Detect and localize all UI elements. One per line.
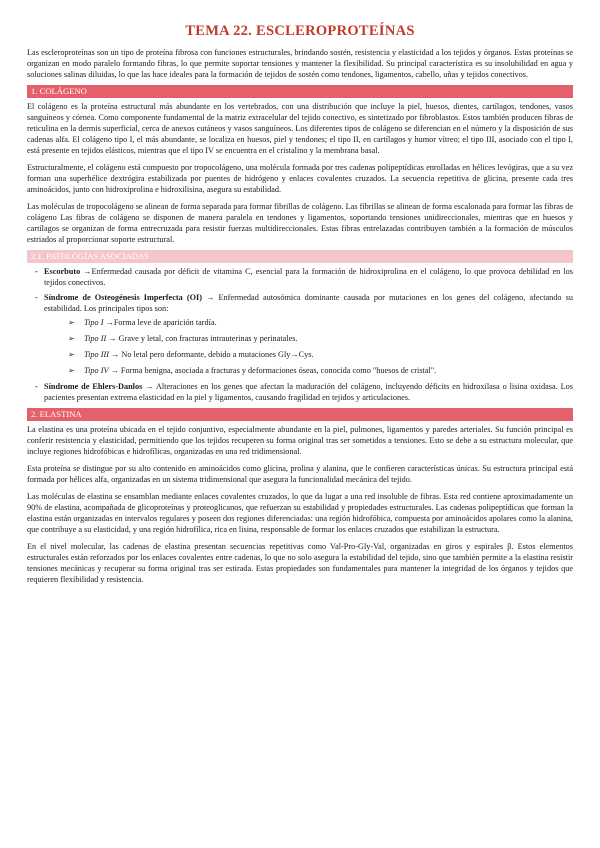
arrow-symbol: → <box>83 267 92 276</box>
type-name: Tipo IV <box>84 366 109 375</box>
arrow-symbol: → <box>145 382 154 391</box>
arrow-symbol: → <box>105 318 114 327</box>
arrow-symbol: → <box>111 350 120 359</box>
subsection-heading-patologias: 2.1. PATOLOGÍAS ASOCIADAS <box>27 250 573 263</box>
arrow-bullet-icon: ➢ <box>68 318 75 327</box>
arrow-bullet-icon: ➢ <box>68 334 75 343</box>
pathology-term: Síndrome de Osteogénesis Imperfecta (OI) <box>44 293 202 302</box>
list-item <box>35 292 573 376</box>
pathology-term: Síndrome de Ehlers-Danlos <box>44 382 143 391</box>
page-title: TEMA 22. ESCLEROPROTEÍNAS <box>185 23 415 39</box>
colageno-paragraph-3: Las moléculas de tropocolágeno se alinean de forma separada para formar fibrillas de colágeno. Las fibrillas se alinean de forma escalonada para formar las fibras de colágeno Las fibras de colágeno se disponen de manera paralela en tendones y ligamentos, soportando tensiones unidireccionales, mientras que en huesos y cartílagos se organizan de forma entrecruzada para resistir fuerzas multidireccionales. Estas fibras entrelazadas contribuyen también a la formación de músculos estriados al proporcionar soporte estructural. <box>27 202 573 244</box>
type-description: Forma leve de aparición tardía. <box>113 318 217 327</box>
type-description: Grave y letal, con fracturas intrauterinas y perinatales. <box>116 334 298 343</box>
arrow-bullet-icon: ➢ <box>68 350 75 359</box>
colageno-paragraph-1: El colágeno es la proteína estructural más abundante en los vertebrados, con una distribución que incluye la piel, huesos, dientes, cartílagos, tendones, vasos sanguíneos y córnea. Como componente fundamental de la matriz extracelular del tejido conectivo, es sintetizado por fibroblastos. Estos también producen fibras de reticulina en la dermis superficial, cerca de anexos cutáneos y vasos sanguíneos. Los diferentes tipos de colágeno se diferencian en el número y la disposición de sus cadenas alfa. El colágeno tipo I, el más abundante, se localiza en huesos, piel y tendones; el tipo II, en cartílagos y humor vítreo; el tipo III, asociado con el tipo I, está presente en tejidos elásticos, mientras que el tipo IV se encuentra en el cristalino y la membrana basal. <box>27 102 573 155</box>
oi-types-list <box>44 317 573 376</box>
colageno-paragraph-2: Estructuralmente, el colágeno está compuesto por tropocolágeno, una molécula formada por tres cadenas polipeptídicas enrolladas en hélices levógiras, que a su vez forman una superhélice dextrógira estabilizada por puentes de hidrógeno y enlaces covalentes cruzados. La secuencia repetitiva de glicina, presente cada tres aminoácidos, junto con hidroxiprolina e hidroxilisina, asegura su estabilidad. <box>27 163 573 194</box>
elastina-paragraph-1: La elastina es una proteína ubicada en el tejido conjuntivo, especialmente abundante en la piel, pulmones, ligamentos y paredes arteriales. Su función principal es conferir resistencia y elasticidad, permitiendo que los tejidos recuperen su forma original tras ser sometidos a tensiones. Esto se debe a su estructura molecular, que incluye regiones hidrofóbicas e hidrofílicas, organizadas en una red tridimensional. <box>27 425 573 456</box>
type-description: Forma benigna, asociada a fracturas y deformaciones óseas, conocida como "huesos de cristal". <box>118 366 437 375</box>
pathology-description: Enfermedad causada por déficit de vitamina C, esencial para la formación de hidroxiprolina en el colágeno, lo que provoca debilidad en los tejidos conectivos. <box>44 267 573 287</box>
arrow-symbol: → <box>108 334 117 343</box>
elastina-paragraph-4: En el nivel molecular, las cadenas de elastina presentan secuencias repetitivas como Val-Pro-Gly-Val, organizadas en giros y espirales β. Estos elementos estructurales están reforzados por los enlaces covalentes entre cadenas, lo que no solo asegura la estabilidad del tejido, sino que también permite a la elastina resistir tensiones mecánicas y recuperar su forma original tras ser estirada. Estas propiedades son fundamentales para mantener la integridad de los órganos y tejidos que requieren flexibilidad y resistencia. <box>27 542 573 584</box>
type-name: Tipo I <box>84 318 104 327</box>
pathology-description: Alteraciones en los genes que afectan la maduración del colágeno, incluyendo déficits en hidroxilasa o lisina oxidasa. Los pacientes presentan extrema elasticidad en la piel y ligamentos, causando fragilidad en tejidos y articulaciones. <box>44 382 573 402</box>
type-name: Tipo II <box>84 334 107 343</box>
arrow-symbol: → <box>206 293 215 302</box>
arrow-symbol: → <box>110 366 119 375</box>
arrow-bullet-icon: ➢ <box>68 366 75 375</box>
pathology-term: Escorbuto <box>44 267 81 276</box>
section-heading-colageno: 1. COLÁGENO <box>27 85 573 98</box>
elastina-paragraph-2: Esta proteína se distingue por su alto contenido en aminoácidos como glicina, prolina y alanina, que le confieren características únicas. Su estructura principal está formada por hélices alfa, organizadas en un sistema tridimensional que asegura la funcionalidad mecánica del tejido. <box>27 464 573 484</box>
pathology-description: Enfermedad autosómica dominante causada por mutaciones en los genes del colágeno, afectando su estabilidad. Los principales tipos son: <box>44 293 574 313</box>
type-name: Tipo III <box>84 350 109 359</box>
elastina-paragraph-3: Las moléculas de elastina se ensamblan mediante enlaces covalentes cruzados, lo que da lugar a una red insoluble de fibras. Esta red contiene aproximadamente un 90% de elastina, acompañada de glicoproteínas y proteoglicanos, que refuerzan su estabilidad y propiedades estructurales. Las cadenas polipeptídicas que forman la elastina están organizadas en intervalos regulares y poseen dos regiones diferenciadas: una región hidrofóbica, compuesta por aminoácidos apolares como la alanina, que contribuye a su elasticidad, y una región hidrofílica, rica en lisina, responsable de formar los enlaces cruzados que estabilizan la estructura. <box>27 492 573 534</box>
list-item <box>68 349 573 360</box>
type-description: No letal pero deformante, debido a mutaciones Gly→Cys. <box>119 350 314 359</box>
list-item <box>35 381 573 403</box>
list-item <box>35 266 573 288</box>
list-item <box>68 333 573 344</box>
pathology-list <box>27 266 573 403</box>
list-item <box>68 365 573 376</box>
list-item <box>68 317 573 328</box>
section-heading-elastina: 2. ELASTINA <box>27 408 573 421</box>
intro-paragraph: Las escleroproteínas son un tipo de proteína fibrosa con funciones estructurales, brindando sostén, resistencia y elasticidad a los tejidos y órganos. Estas proteínas se organizan en modo paralelo formando fibras, lo que permite soportar tensiones y mantener la flexibilidad. Su principal característica es su insolubilidad en agua y soluciones salinas diluidas, lo que las hace ideales para la formación de tejidos de sostén como tendones, ligamentos, cabello, uñas y tejidos conectivos. <box>27 48 573 79</box>
